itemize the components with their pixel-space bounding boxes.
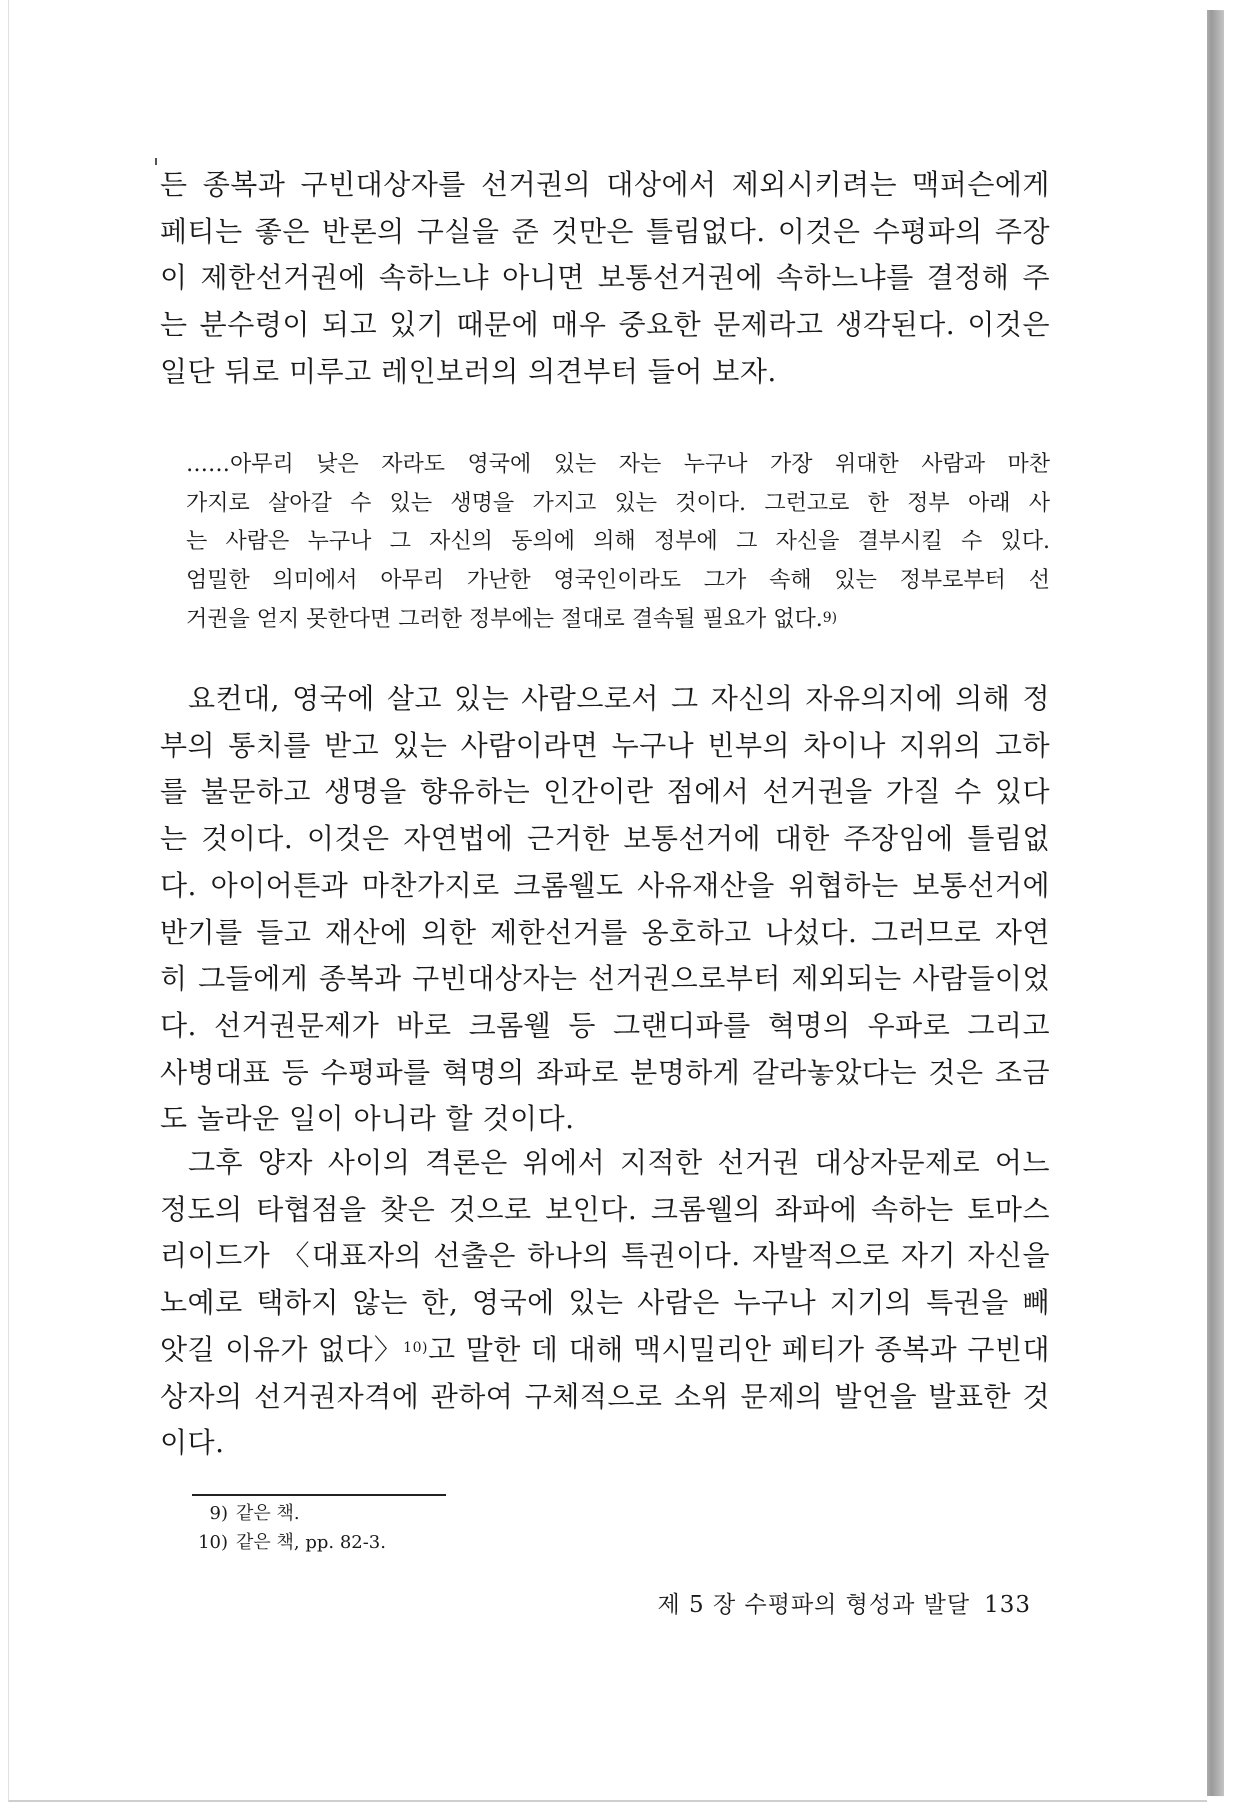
text-line: 이 제한선거권에 속하느냐 아니면 보통선거권에 속하느냐를 결정해 주 — [160, 261, 1050, 295]
quote-line: 는 사람은 누구나 그 자신의 동의에 의해 정부에 그 자신을 결부시킬 수 있다. — [186, 529, 1050, 555]
quote-line-text: 거권을 얻지 못한다면 그러한 정부에는 절대로 결속될 필요가 없다. — [186, 606, 823, 632]
text-line: 그후 양자 사이의 격론은 위에서 지적한 선거권 대상자문제로 어느 — [188, 1146, 1050, 1179]
footnote-number: 10) — [198, 1532, 228, 1553]
text-line: 일단 뒤로 미루고 레인보러의 의견부터 들어 보자. — [160, 354, 777, 388]
text-line: 부의 통치를 받고 있는 사람이라면 누구나 빈부의 차이나 지위의 고하 — [160, 728, 1050, 762]
paragraph-3 — [160, 1140, 1050, 1467]
text-line: 히 그들에게 종복과 구빈대상자는 선거권으로부터 제외되는 사람들이었 — [160, 962, 1050, 996]
margin-mark — [155, 158, 157, 165]
text-line: 다. 아이어튼과 마찬가지로 크롬웰도 사유재산을 위협하는 보통선거에 — [160, 868, 1050, 902]
text-line: 다. 선거권문제가 바로 크롬웰 등 그랜디파를 혁명의 우파로 그리고 — [160, 1008, 1050, 1042]
text-line-with-ref — [160, 1327, 1050, 1374]
text-line: 정도의 타협점을 찾은 것으로 보인다. 크롬웰의 좌파에 속하는 토마스 — [160, 1192, 1050, 1226]
quote-line: 가지로 살아갈 수 있는 생명을 가지고 있는 것이다. 그런고로 한 정부 아래 사 — [186, 490, 1050, 516]
footnote-text: 같은 책, pp. 82-3. — [236, 1532, 386, 1553]
text-line: 페티는 좋은 반론의 구실을 준 것만은 틀림없다. 이것은 수평파의 주장 — [160, 214, 1050, 248]
footnote-text: 같은 책. — [236, 1503, 300, 1524]
page-number: 133 — [984, 1592, 1031, 1618]
quote-line: ……아무리 낮은 자라도 영국에 있는 자는 누구나 가장 위대한 사람과 마찬 — [186, 452, 1050, 477]
text-line: 상자의 선거권자격에 관하여 구체적으로 소위 문제의 발언을 발표한 것 — [160, 1379, 1050, 1413]
text-line: 를 불문하고 생명을 향유하는 인간이란 점에서 선거권을 가질 수 있다 — [160, 775, 1050, 809]
footnote-item — [192, 1499, 386, 1528]
text-line: 이다. — [160, 1426, 225, 1460]
running-footer — [658, 1586, 1032, 1619]
chapter-title: 제 5 장 수평파의 형성과 발달 — [657, 1592, 971, 1618]
block-quote — [186, 446, 1050, 640]
quote-line-last — [186, 601, 1050, 640]
footnotes — [192, 1499, 386, 1557]
text-line: 리이드가 〈대표자의 선출은 하나의 특권이다. 자발적으로 자기 자신을 — [160, 1239, 1050, 1273]
footnote-ref: 9) — [822, 609, 838, 626]
text-line: 든 종복과 구빈대상자를 선거권의 대상에서 제외시키려는 맥퍼슨에게 — [160, 168, 1050, 201]
text-line: 는 분수령이 되고 있기 때문에 매우 중요한 문제라고 생각된다. 이것은 — [160, 308, 1050, 342]
text-line: 도 놀라운 일이 아니라 할 것이다. — [160, 1102, 575, 1136]
text-line: 는 것이다. 이것은 자연법에 근거한 보통선거에 대한 주장임에 틀림없 — [160, 822, 1050, 856]
text-span: 고 말한 데 대해 맥시밀리안 페티가 종복과 구빈대 — [427, 1332, 1051, 1366]
text-line: 반기를 들고 재산에 의한 제한선거를 옹호하고 나섰다. 그러므로 자연 — [160, 915, 1050, 949]
text-span: 앗길 이유가 없다〉 — [160, 1332, 404, 1366]
footnote-divider — [192, 1494, 446, 1496]
quote-line: 엄밀한 의미에서 아무리 가난한 영국인이라도 그가 속해 있는 정부로부터 선 — [186, 568, 1050, 594]
footnote-number: 9) — [209, 1503, 228, 1524]
paragraph-2 — [160, 676, 1050, 1143]
footnote-item — [192, 1528, 386, 1557]
text-line: 노예로 택하지 않는 한, 영국에 있는 사람은 누구나 지기의 특권을 빼 — [160, 1286, 1050, 1320]
text-line: 요컨대, 영국에 살고 있는 사람으로서 그 자신의 자유의지에 의해 정 — [188, 682, 1050, 715]
footnote-ref: 10) — [403, 1339, 428, 1356]
text-line: 사병대표 등 수평파를 혁명의 좌파로 분명하게 갈라놓았다는 것은 조금 — [160, 1055, 1050, 1089]
paragraph-1 — [160, 162, 1050, 396]
